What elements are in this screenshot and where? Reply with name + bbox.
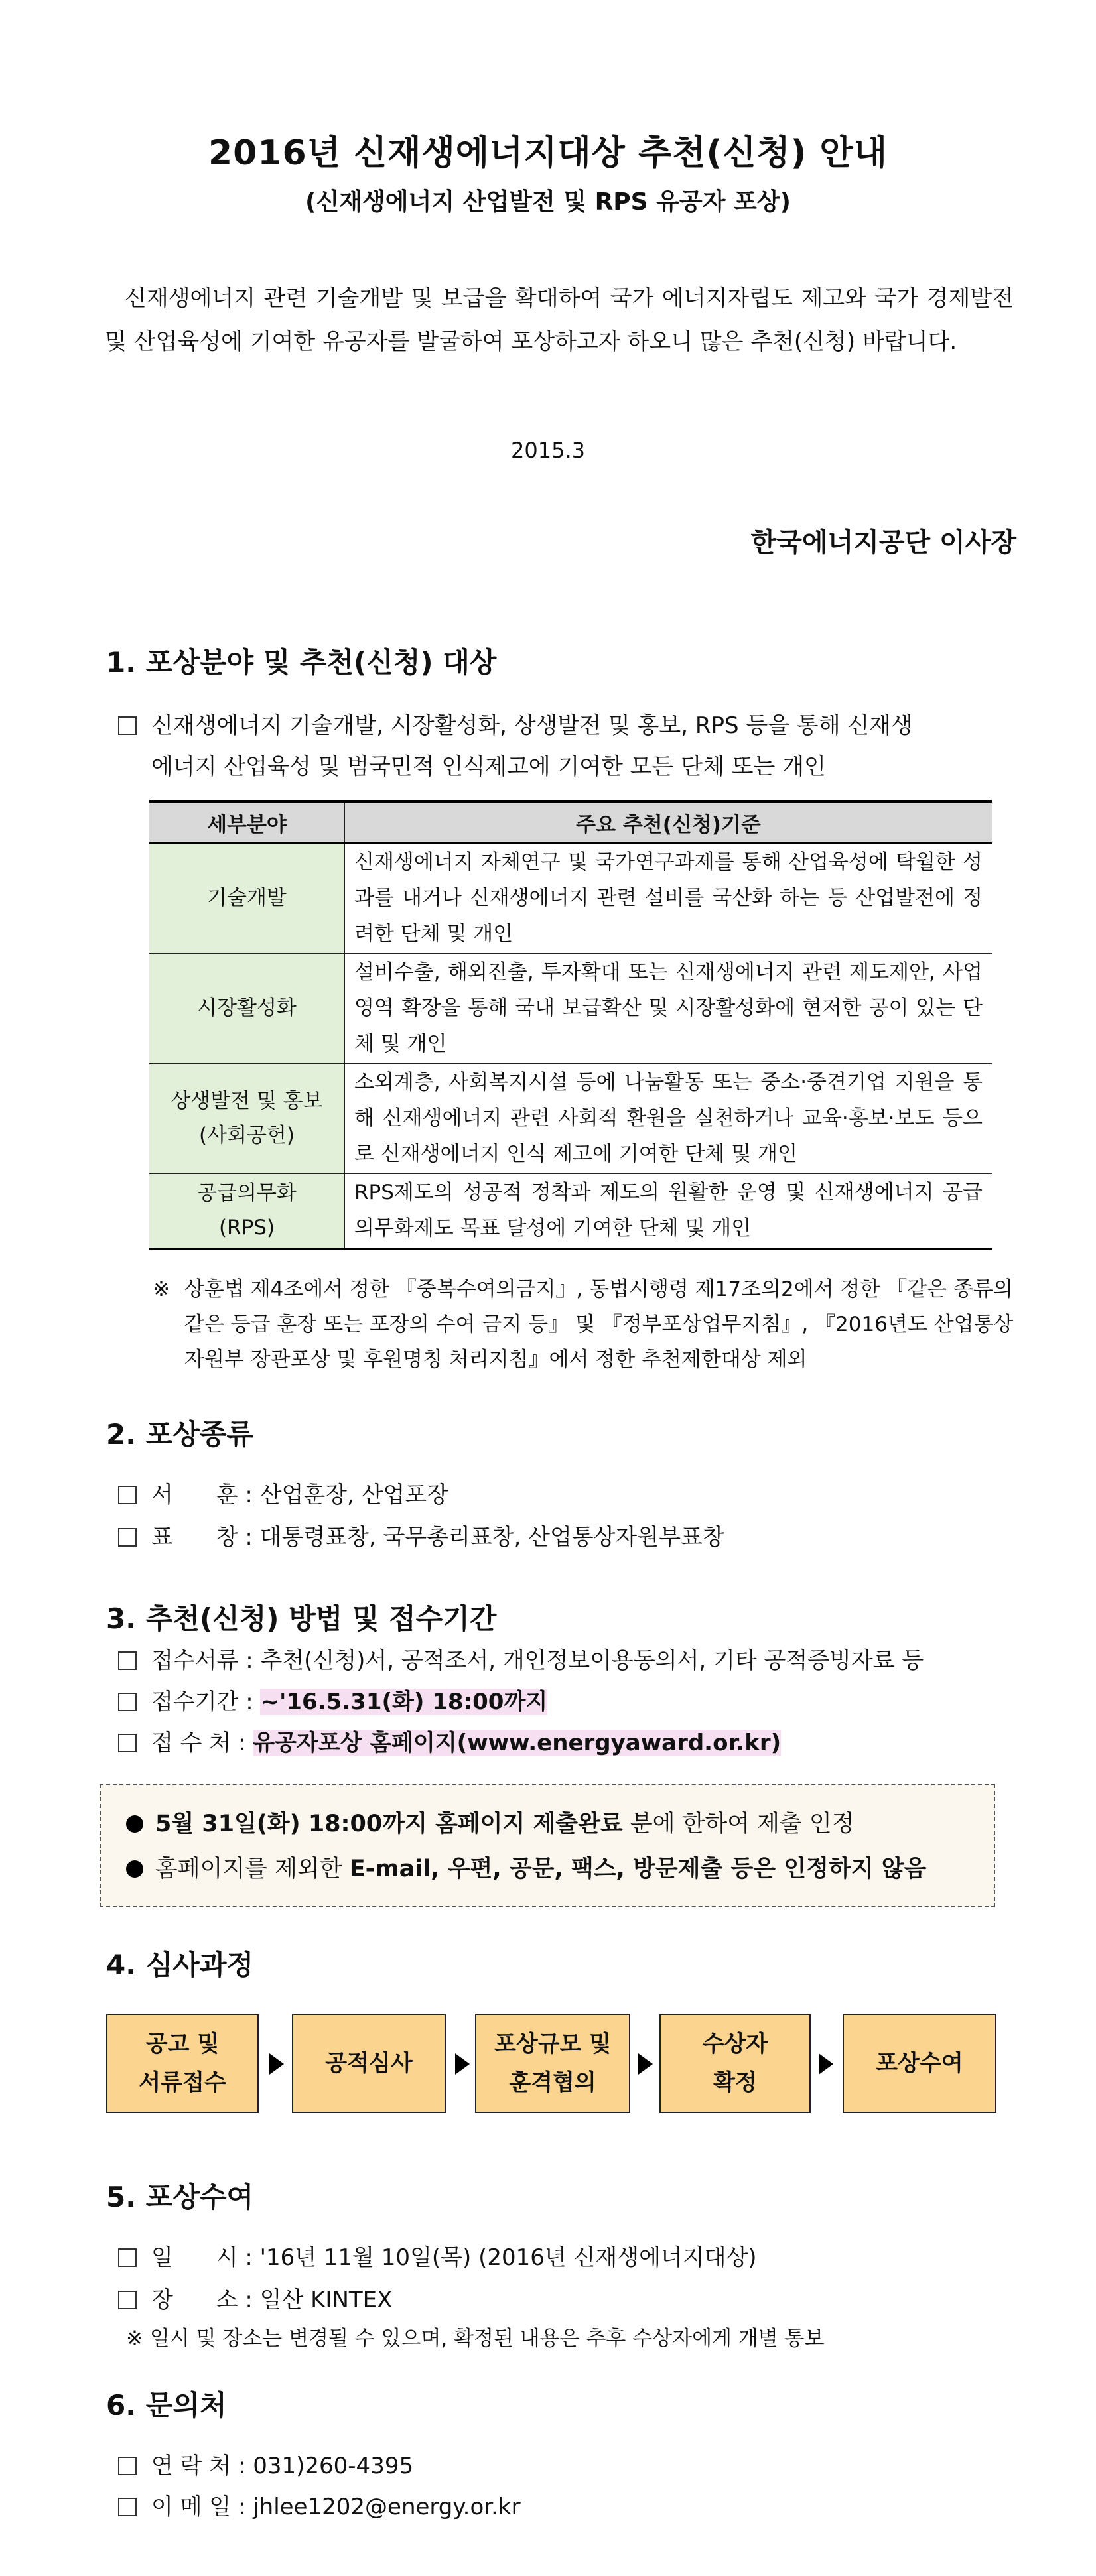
table-header-criteria: 주요 추천(신청)기준 bbox=[345, 801, 993, 843]
category-label: 공급의무화 bbox=[197, 1181, 297, 1206]
section1-item-line2: 에너지 산업육성 및 범국민적 인식제고에 기여한 모든 단체 또는 개인 bbox=[151, 753, 826, 780]
item-label: 접수기간 bbox=[151, 1689, 239, 1715]
place-item: 접 수 처 : 유공자포상 홈페이지(www.energyaward.or.kr) bbox=[118, 1724, 781, 1757]
item-label: 접 수 처 bbox=[151, 1730, 232, 1756]
step-label: 포상규모 및 bbox=[494, 2031, 612, 2057]
contact-phone-item: 연 락 처 : 031)260-4395 bbox=[118, 2447, 413, 2480]
table-header-category: 세부분야 bbox=[149, 801, 345, 843]
process-step-consult bbox=[475, 2014, 630, 2113]
email-value: jhlee1202@energy.or.kr bbox=[253, 2494, 521, 2520]
docs-item: 접수서류 : 추천(신청)서, 공적조서, 개인정보이용동의서, 기타 공적증빙자료 등 bbox=[118, 1642, 924, 1675]
table-cell-category bbox=[149, 1173, 345, 1249]
category-label: 기술개발 bbox=[207, 886, 287, 911]
checkbox-icon bbox=[118, 1693, 137, 1711]
process-step-review bbox=[292, 2014, 446, 2113]
table-row bbox=[149, 843, 992, 953]
period-value: ~'16.5.31(화) 18:00까지 bbox=[260, 1689, 548, 1715]
checkbox-icon bbox=[118, 2291, 137, 2309]
section6-title: 6. 문의처 bbox=[106, 2389, 227, 2421]
step-label: 공적심사 bbox=[325, 2050, 413, 2077]
table-cell-desc: 신재생에너지 자체연구 및 국가연구과제를 통해 산업육성에 탁월한 성과를 내거나 신재생에너지 관련 설비를 국산화 하는 등 산업발전에 정려한 단체 및 개인 bbox=[345, 843, 993, 953]
item-value: '16년 11월 10일(목) (2016년 신재생에너지대상) bbox=[259, 2244, 757, 2271]
notice-line-1 bbox=[126, 1805, 855, 1838]
award-type-item: 표 창 : 대통령표창, 국무총리표창, 산업통상자원부표창 bbox=[118, 1519, 724, 1551]
step-label: 포상수여 bbox=[876, 2050, 963, 2077]
checkbox-icon bbox=[118, 1486, 137, 1504]
category-sublabel: (사회공헌) bbox=[199, 1124, 295, 1147]
table-row bbox=[149, 1063, 992, 1173]
category-label: 시장활성화 bbox=[197, 996, 297, 1020]
process-step-award bbox=[843, 2014, 996, 2113]
step-label: 공고 및 bbox=[145, 2031, 220, 2057]
table-cell-category bbox=[149, 953, 345, 1063]
step-label: 서류접수 bbox=[139, 2069, 226, 2096]
period-item: 접수기간 : ~'16.5.31(화) 18:00까지 bbox=[118, 1683, 547, 1716]
item-value: 대통령표창, 국무총리표창, 산업통상자원부표창 bbox=[259, 1524, 724, 1551]
table-cell-category bbox=[149, 1063, 345, 1173]
bullet-icon bbox=[126, 1815, 143, 1833]
issue-date: 2015.3 bbox=[511, 438, 585, 463]
section2-title: 2. 포상종류 bbox=[106, 1418, 254, 1450]
item-label: 접수서류 bbox=[151, 1647, 239, 1674]
section5-title: 5. 포상수여 bbox=[106, 2181, 254, 2213]
table-row bbox=[149, 1173, 992, 1249]
submission-notice bbox=[100, 1784, 995, 1907]
checkbox-icon bbox=[118, 2457, 137, 2475]
table-header-row bbox=[149, 801, 992, 843]
section5-note: ※ 일시 및 장소는 변경될 수 있으며, 확정된 내용은 추후 수상자에게 개별 통보 bbox=[126, 2327, 825, 2351]
arrow-right-icon bbox=[269, 2053, 284, 2075]
intro-paragraph: 신재생에너지 관련 기술개발 및 보급을 확대하여 국가 에너지자립도 제고와 국가 경제발전 및 산업육성에 기여한 유공자를 발굴하여 포상하고자 하오니 많은 추천(신청) 바랍니다. bbox=[105, 285, 1014, 355]
table-cell-category bbox=[149, 843, 345, 953]
item-value: 산업훈장, 산업포장 bbox=[259, 1482, 448, 1508]
notice-line-2 bbox=[126, 1850, 926, 1884]
section3-title: 3. 추천(신청) 방법 및 접수기간 bbox=[106, 1602, 497, 1635]
item-label: 장 소 bbox=[151, 2287, 238, 2313]
table-row bbox=[149, 953, 992, 1063]
checkbox-icon bbox=[118, 2248, 137, 2267]
bullet-icon bbox=[126, 1860, 143, 1878]
process-step-announce bbox=[106, 2014, 259, 2113]
item-label: 서 훈 bbox=[151, 1482, 238, 1508]
notice-text: 분에 한하여 제출 인정 bbox=[622, 1811, 855, 1837]
category-label: 상생발전 및 홍보 bbox=[171, 1089, 323, 1113]
item-label: 연 락 처 bbox=[151, 2453, 232, 2479]
item-label: 표 창 bbox=[151, 1524, 238, 1551]
page-title: 2016년 신재생에너지대상 추천(신청) 안내 bbox=[208, 133, 888, 173]
item-value: 추천(신청)서, 공적조서, 개인정보이용동의서, 기타 공적증빙자료 등 bbox=[260, 1647, 924, 1674]
step-label: 수상자 bbox=[702, 2031, 768, 2057]
arrow-right-icon bbox=[455, 2053, 470, 2075]
arrow-right-icon bbox=[638, 2053, 653, 2075]
notice-emphasis: E-mail, 우편, 공문, 팩스, 방문제출 등은 인정하지 않음 bbox=[349, 1856, 927, 1882]
note-text: 상훈법 제4조에서 정한 『중복수여의금지』, 동법시행령 제17조의2에서 정한 『같은 종류의 같은 등급 훈장 또는 포장의 수여 금지 등』 및 『정부포상업무지침』, 『2016년도 산업통상자원부 장관포상 및 후원명칭 처리지침』에서 정한 추천제한대상 제외 bbox=[184, 1277, 1014, 1372]
section1-item-line1: 신재생에너지 기술개발, 시장활성화, 상생발전 및 홍보, RPS 등을 통해 신재생 bbox=[151, 712, 913, 739]
checkbox-icon bbox=[118, 1651, 137, 1670]
checkbox-icon bbox=[118, 1734, 137, 1752]
step-label: 훈격협의 bbox=[509, 2069, 596, 2096]
ceremony-date-item: 일 시 : '16년 11월 10일(목) (2016년 신재생에너지대상) bbox=[118, 2239, 757, 2272]
arrow-right-icon bbox=[819, 2053, 833, 2075]
criteria-table bbox=[149, 800, 992, 1250]
section1-note bbox=[153, 1272, 1015, 1378]
checkbox-icon bbox=[118, 2498, 137, 2516]
item-label: 일 시 bbox=[151, 2244, 238, 2271]
signer: 한국에너지공단 이사장 bbox=[750, 527, 1016, 558]
item-label: 이 메 일 bbox=[151, 2494, 232, 2520]
section4-title: 4. 심사과정 bbox=[106, 1949, 254, 1981]
page-subtitle: (신재생에너지 산업발전 및 RPS 유공자 포상) bbox=[305, 188, 791, 216]
item-value: 일산 KINTEX bbox=[259, 2287, 393, 2313]
note-mark: ※ bbox=[153, 1277, 170, 1301]
phone-value: 031)260-4395 bbox=[253, 2453, 414, 2479]
place-value: 유공자포상 홈페이지(www.energyaward.or.kr) bbox=[253, 1730, 782, 1756]
category-sublabel: (RPS) bbox=[218, 1216, 275, 1240]
section1-title: 1. 포상분야 및 추천(신청) 대상 bbox=[106, 646, 497, 678]
table-cell-desc: 소외계층, 사회복지시설 등에 나눔활동 또는 중소·중견기업 지원을 통해 신재생에너지 관련 사회적 환원을 실천하거나 교육·홍보·보도 등으로 신재생에너지 인식 제고에 기여한 단체 및 개인 bbox=[345, 1063, 993, 1173]
notice-text: 홈페이지를 제외한 bbox=[155, 1856, 350, 1882]
award-type-item: 서 훈 : 산업훈장, 산업포장 bbox=[118, 1476, 448, 1509]
step-label: 확정 bbox=[713, 2069, 757, 2096]
process-step-confirm bbox=[659, 2014, 811, 2113]
ceremony-place-item: 장 소 : 일산 KINTEX bbox=[118, 2282, 392, 2314]
table-cell-desc: RPS제도의 성공적 정착과 제도의 원활한 운영 및 신재생에너지 공급의무화제도 목표 달성에 기여한 단체 및 개인 bbox=[345, 1173, 993, 1249]
checkbox-icon bbox=[118, 716, 137, 735]
checkbox-icon bbox=[118, 1528, 137, 1547]
contact-email-item: 이 메 일 : jhlee1202@energy.or.kr bbox=[118, 2488, 521, 2521]
notice-emphasis: 5월 31일(화) 18:00까지 홈페이지 제출완료 bbox=[155, 1811, 623, 1837]
table-cell-desc: 설비수출, 해외진출, 투자확대 또는 신재생에너지 관련 제도제안, 사업영역 확장을 통해 국내 보급확산 및 시장활성화에 현저한 공이 있는 단체 및 개인 bbox=[345, 953, 993, 1063]
section1-item bbox=[118, 707, 913, 740]
